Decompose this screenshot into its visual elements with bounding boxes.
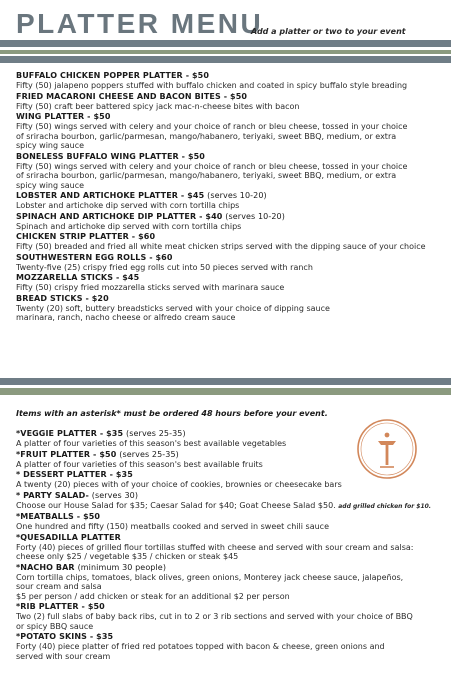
menu-item-description (16, 573, 444, 583)
menu-item (16, 112, 444, 151)
header-band-top (0, 40, 451, 47)
menu-item-name (16, 602, 444, 612)
menu-item-description (16, 201, 444, 211)
menu-item-name (16, 92, 444, 102)
menu-item-description-text: sour cream and salsa (16, 582, 102, 591)
menu-item-description (16, 522, 444, 532)
menu-item-name (16, 294, 444, 304)
menu-item-title: SPINACH AND ARTICHOKE DIP PLATTER - $40 (16, 211, 223, 221)
menu-item-description-text: spicy wing sauce (16, 141, 85, 150)
menu-item-description-text: or spicy BBQ sauce (16, 621, 94, 631)
menu-item-description (16, 501, 444, 512)
menu-item-title: CHICKEN STRIP PLATTER - $60 (16, 232, 156, 241)
menu-item-description (16, 304, 444, 314)
menu-item-title: WING PLATTER - $50 (16, 112, 111, 121)
menu-item-title: *MEATBALLS - $50 (16, 512, 101, 521)
menu-item (16, 92, 444, 112)
menu-item-description-text: Fifty (50) wings served with celery and your choice of ranch or bleu cheese, tossed in your choice (16, 161, 408, 171)
menu-item-description-text: served with sour cream (16, 651, 111, 661)
menu-item-name (16, 232, 444, 242)
menu-item-serving-note: (serves 25-35) (119, 449, 179, 459)
menu-item-description (16, 132, 444, 142)
menu-item-description (16, 122, 444, 132)
menu-item-description (16, 162, 444, 172)
menu-item-title: MOZZARELLA STICKS - $45 (16, 273, 140, 282)
menu-item (16, 602, 444, 631)
menu-item-name (16, 563, 444, 573)
menu-item-description (16, 313, 444, 323)
menu-item-name (16, 152, 444, 162)
menu-item-description-text: Two (2) full slabs of baby back ribs, cut in to 2 or 3 rib sections and served with your choice of BBQ (16, 612, 413, 621)
menu-item-name (16, 512, 444, 522)
menu-item-name (16, 632, 444, 642)
menu-item-description-text: $5 per person / add chicken or steak for an additional $2 per person (16, 591, 290, 601)
menu-item (16, 191, 444, 211)
menu-item-description (16, 642, 444, 652)
menu-item-description (16, 283, 444, 293)
menu-item-name (16, 253, 444, 263)
menu-item-serving-note: (serves 30) (91, 490, 139, 500)
section-divider-bottom (0, 388, 451, 395)
menu-header (0, 0, 451, 80)
restaurant-logo-icon (356, 418, 418, 480)
menu-item-serving-note: (serves 10-20) (207, 191, 267, 200)
menu-item-description-text: Choose our House Salad for $35; Caesar Salad for $40; Goat Cheese Salad $50. (16, 500, 336, 510)
menu-item (16, 71, 444, 91)
menu-item-description (16, 592, 444, 602)
menu-item-serving-note: (serves 25-35) (126, 429, 186, 438)
menu-item-title: *NACHO BAR (16, 562, 75, 572)
menu-item-description-text: marinara, ranch, nacho cheese or alfredo cream sauce (16, 313, 236, 322)
menu-item (16, 253, 444, 273)
menu-item-name (16, 273, 444, 283)
menu-item-description-text: A twenty (20) pieces with of your choice of cookies, brownies or cheesecake bars (16, 480, 342, 489)
menu-item-description-text: One hundred and fifty (150) meatballs cooked and served in sweet chili sauce (16, 522, 329, 531)
menu-item-title: BUFFALO CHICKEN POPPER PLATTER - $50 (16, 71, 209, 80)
menu-item-serving-note: (minimum 30 people) (77, 562, 167, 572)
menu-item-description (16, 552, 444, 562)
menu-item-title: SOUTHWESTERN EGG ROLLS - $60 (16, 252, 173, 262)
menu-item-title: *RIB PLATTER - $50 (16, 602, 105, 611)
menu-item (16, 491, 444, 512)
menu-item-name (16, 191, 444, 201)
menu-item-title: LOBSTER AND ARTICHOKE PLATTER - $45 (16, 191, 205, 200)
header-band-middle (0, 50, 451, 54)
menu-item-description (16, 102, 444, 112)
menu-item-title: *POTATO SKINS - $35 (16, 632, 114, 641)
menu-item-description (16, 81, 444, 91)
menu-item-description (16, 480, 444, 490)
section-divider-top (0, 378, 451, 385)
menu-item-title: *VEGGIE PLATTER - $35 (16, 429, 124, 438)
menu-item-description-text: cheese only $25 / vegetable $35 / chicken or steak $45 (16, 552, 239, 561)
menu-item (16, 212, 444, 232)
menu-item (16, 294, 444, 323)
menu-item-description-text: A platter of four varieties of this season's best available vegetables (16, 439, 287, 448)
menu-item-name (16, 491, 444, 501)
menu-item (16, 232, 444, 252)
menu-item-title: BONELESS BUFFALO WING PLATTER - $50 (16, 151, 205, 161)
menu-item-description (16, 242, 444, 252)
menu-item-description-text: Fifty (50) craft beer battered spicy jack mac-n-cheese bites with bacon (16, 101, 300, 111)
menu-item-description-text: A platter of four varieties of this season's best available fruits (16, 459, 263, 469)
menu-item-description-text: Fifty (50) crispy fried mozzarella sticks served with marinara sauce (16, 283, 285, 292)
menu-item (16, 632, 444, 661)
menu-item-description-text: Lobster and artichoke dip served with corn tortilla chips (16, 201, 240, 210)
menu-item (16, 533, 444, 562)
menu-item-description-text: Spinach and artichoke dip served with corn tortilla chips (16, 221, 242, 231)
menu-item-serving-note: (serves 10-20) (225, 211, 285, 221)
menu-item-description-text: spicy wing sauce (16, 180, 85, 190)
menu-item-description-text: Twenty (20) soft, buttery breadsticks served with your choice of dipping sauce (16, 303, 330, 313)
menu-item (16, 273, 444, 293)
menu-item-description (16, 582, 444, 592)
menu-item-description-text: Fifty (50) jalapeno poppers stuffed with buffalo chicken and coated in spicy buffalo style breading (16, 81, 408, 90)
menu-item-description-text: of sriracha bourbon, garlic/parmesan, mango/habanero, teriyaki, sweet BBQ, medium, or extra (16, 171, 397, 180)
menu-item (16, 563, 444, 602)
menu-item-description-text: Forty (40) piece platter of fried red potatoes topped with bacon & cheese, green onions and (16, 642, 385, 651)
platter-list-standard (16, 71, 444, 324)
menu-item-addon-note: add grilled chicken for $10. (338, 502, 432, 510)
menu-item-description (16, 171, 444, 181)
menu-item-description (16, 622, 444, 632)
menu-item-name (16, 112, 444, 122)
menu-item-description (16, 263, 444, 273)
page-tagline: Add a platter or two to your event (251, 27, 406, 36)
menu-item-description-text: Fifty (50) breaded and fried all white meat chicken strips served with the dipping sauce of your choice (16, 242, 426, 251)
menu-item-description (16, 181, 444, 191)
menu-item-title: * PARTY SALAD- (16, 490, 89, 500)
menu-item (16, 512, 444, 532)
menu-item-description-text: Fifty (50) wings served with celery and your choice of ranch or bleu cheese, tossed in your choice (16, 122, 408, 131)
menu-item-description-text: Forty (40) pieces of grilled flour tortillas stuffed with cheese and served with sour cream and salsa: (16, 542, 414, 552)
menu-item-description (16, 652, 444, 662)
menu-item-description (16, 141, 444, 151)
menu-item (16, 152, 444, 191)
menu-item-title: *FRUIT PLATTER - $50 (16, 449, 117, 459)
menu-item-name (16, 212, 444, 222)
page-title: PLATTER MENU (16, 8, 264, 39)
menu-item-title: * DESSERT PLATTER - $35 (16, 470, 133, 479)
menu-item-title: FRIED MACARONI CHEESE AND BACON BITES - $50 (16, 91, 248, 101)
advance-order-note: Items with an asterisk* must be ordered 48 hours before your event. (16, 409, 328, 418)
menu-item-title: BREAD STICKS - $20 (16, 293, 109, 303)
menu-item-description-text: of sriracha bourbon, garlic/parmesan, mango/habanero, teriyaki, sweet BBQ, medium, or extra (16, 131, 397, 141)
menu-item-name (16, 533, 444, 543)
header-band-bottom (0, 56, 451, 63)
menu-item-title: *QUESADILLA PLATTER (16, 532, 121, 542)
menu-item-description (16, 612, 444, 622)
menu-item-description (16, 222, 444, 232)
menu-item-description-text: Twenty-five (25) crispy fried egg rolls cut into 50 pieces served with ranch (16, 262, 313, 272)
menu-item-description (16, 543, 444, 553)
menu-item-name (16, 71, 444, 81)
menu-item-description-text: Corn tortilla chips, tomatoes, black olives, green onions, Monterey jack cheese sauce, jalapeños, (16, 572, 404, 582)
